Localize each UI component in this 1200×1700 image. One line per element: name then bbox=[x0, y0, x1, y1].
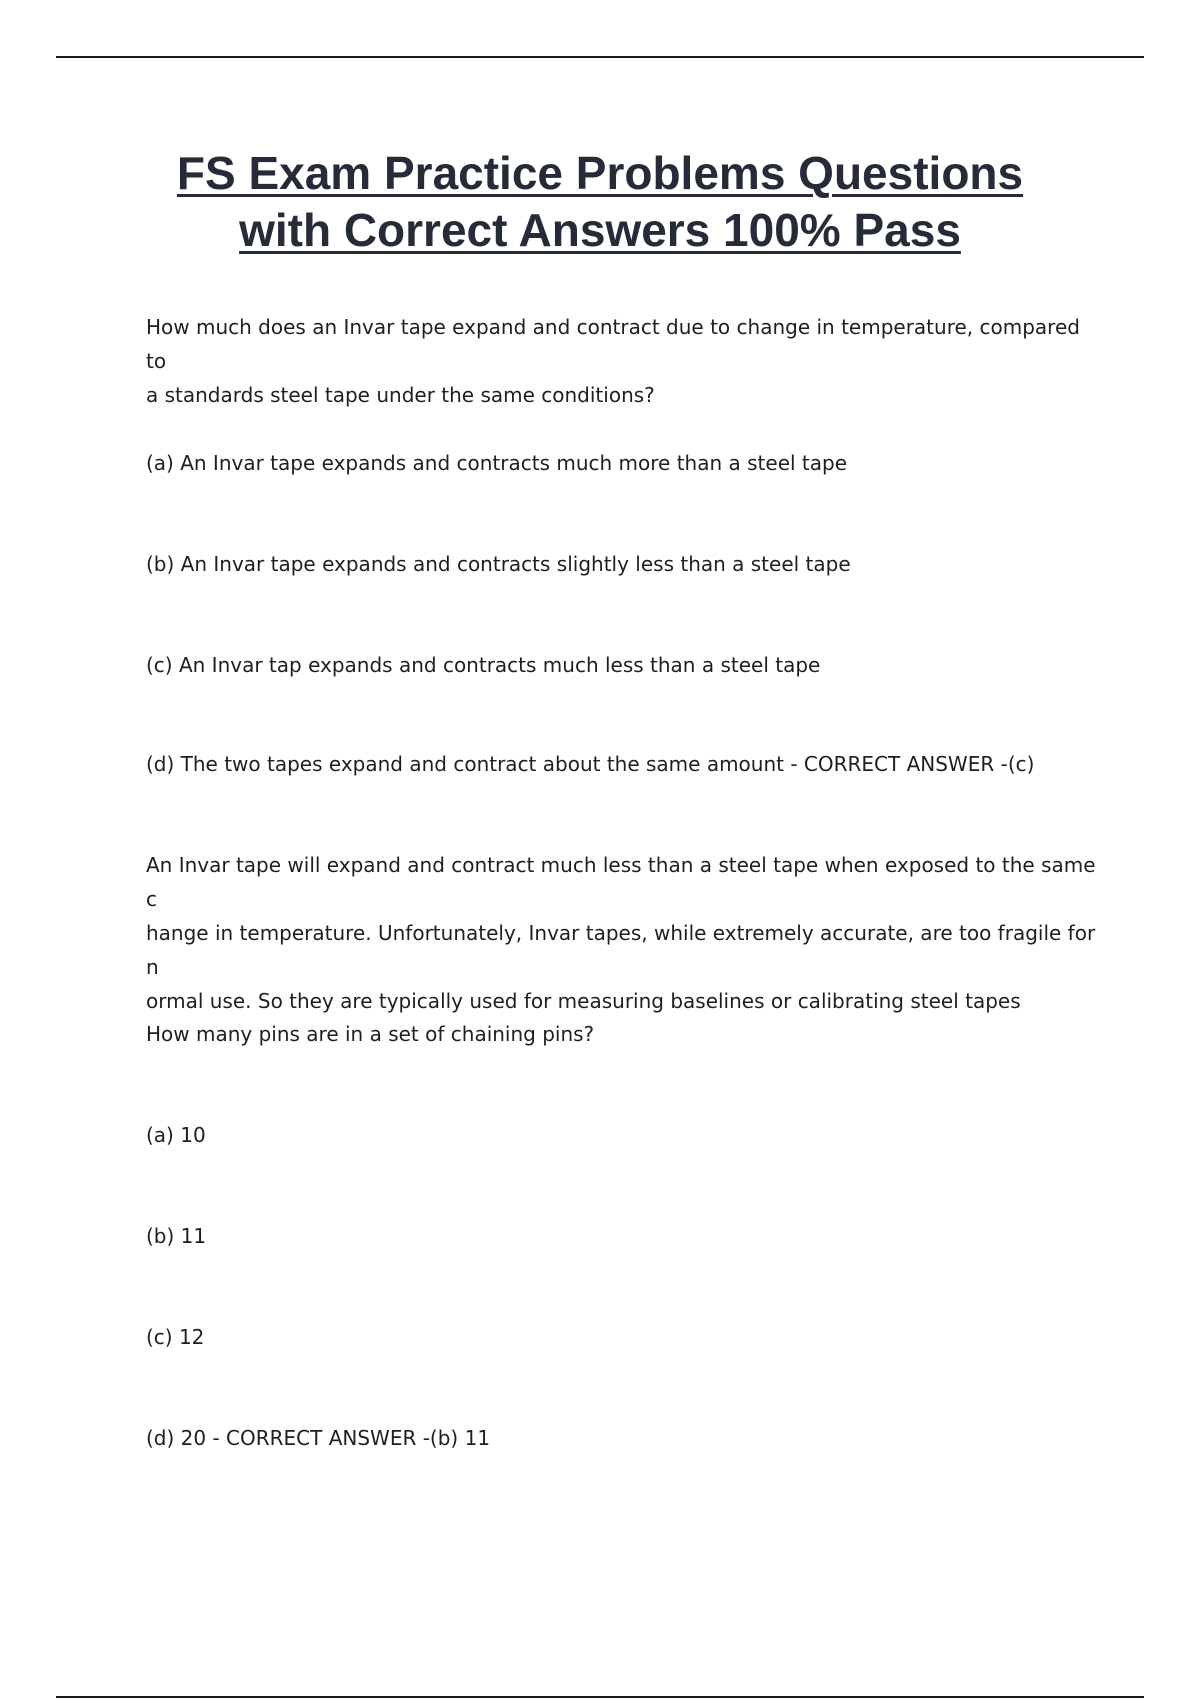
q2-option-b: (b) 11 bbox=[146, 1224, 207, 1248]
title-line-1: FS Exam Practice Problems Questions bbox=[176, 147, 1024, 199]
q1-option-a: (a) An Invar tape expands and contracts much more than a steel tape bbox=[146, 451, 848, 475]
top-rule bbox=[56, 56, 1144, 58]
q2-option-c: (c) 12 bbox=[146, 1325, 205, 1349]
bottom-rule bbox=[56, 1696, 1144, 1698]
q1-option-d: (d) The two tapes expand and contract about the same amount - CORRECT ANSWER -(c) bbox=[146, 752, 1035, 776]
q2-option-a: (a) 10 bbox=[146, 1123, 206, 1147]
q1-question: How much does an Invar tape expand and contract due to change in temperature, compared to a standards steel tape under the same conditions? bbox=[146, 315, 1080, 407]
q1-explanation: An Invar tape will expand and contract much less than a steel tape when exposed to the same c hange in temperature. Unfortunately, Invar tapes, while extremely accurate, are too fragile for n ormal use. So they are typically used for measuring baselines or calibrating steel tapes bbox=[146, 853, 1096, 1013]
q1-option-c: (c) An Invar tap expands and contracts much less than a steel tape bbox=[146, 653, 821, 677]
q2-option-d: (d) 20 - CORRECT ANSWER -(b) 11 bbox=[146, 1426, 491, 1450]
q2-question: How many pins are in a set of chaining pins? bbox=[146, 1022, 595, 1046]
title-line-2: with Correct Answers 100% Pass bbox=[239, 204, 961, 256]
q1-option-b: (b) An Invar tape expands and contracts slightly less than a steel tape bbox=[146, 552, 851, 576]
document-title bbox=[100, 145, 1100, 259]
